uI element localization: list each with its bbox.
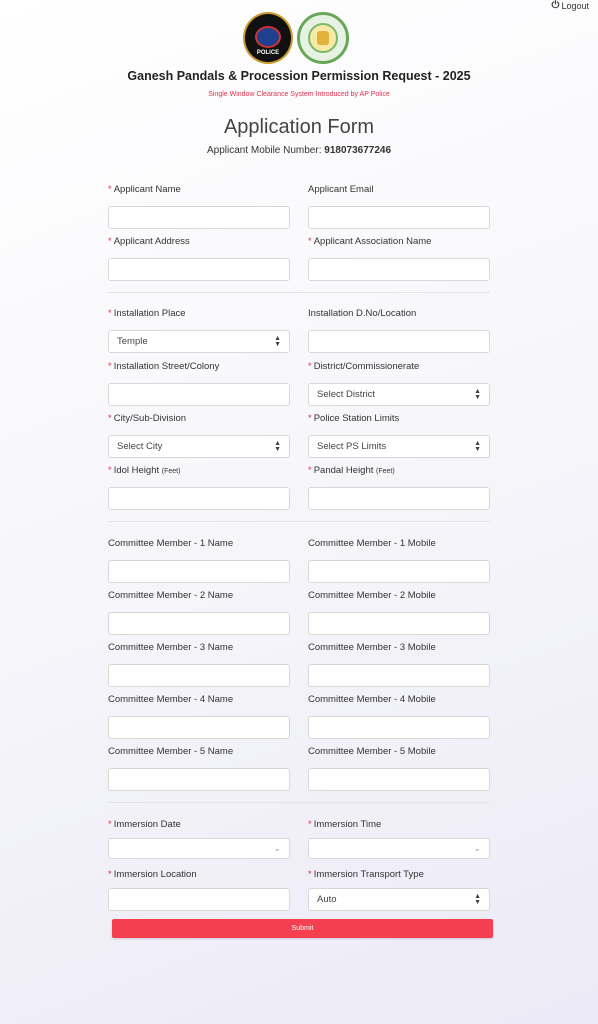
installation-place-field: * Installation Place Temple ▲ ▼ — [108, 307, 290, 353]
city-select[interactable]: Select City ▲ ▼ — [108, 435, 290, 458]
committee-member-1-mobile-field: Committee Member - 1 Mobile — [308, 537, 490, 583]
section-divider — [108, 802, 490, 803]
district-field: * District/Commissionerate Select District ▲ ▼ — [308, 360, 490, 406]
pandal-height-field: * Pandal Height (Feet) — [308, 464, 490, 510]
installation-street-field: * Installation Street/Colony — [108, 360, 290, 406]
installation-dno-input[interactable] — [308, 330, 490, 353]
page-title: Ganesh Pandals & Procession Permission Request - 2025 — [127, 69, 471, 83]
applicant-email-field: Applicant Email — [308, 183, 490, 229]
pandal-height-input[interactable] — [308, 487, 490, 510]
power-icon: ⏻ — [551, 0, 560, 11]
select-arrows-icon: ▲ ▼ — [474, 892, 481, 906]
committee-member-1-mobile-input[interactable] — [308, 560, 490, 583]
committee-member-1-name-input[interactable] — [108, 560, 290, 583]
immersion-time-field: * Immersion Time ⌄ — [308, 818, 490, 859]
applicant-name-field: * Applicant Name — [108, 183, 290, 229]
immersion-date-field: * Immersion Date ⌄ — [108, 818, 290, 859]
installation-street-input[interactable] — [108, 383, 290, 406]
chevron-down-icon: ⌄ — [273, 843, 281, 853]
select-arrows-icon: ▲ ▼ — [274, 439, 281, 453]
select-arrows-icon: ▲ ▼ — [474, 387, 481, 401]
district-select[interactable]: Select District ▲ ▼ — [308, 383, 490, 406]
committee-member-5-name-field: Committee Member - 5 Name — [108, 745, 290, 791]
select-arrows-icon: ▲ ▼ — [274, 334, 281, 348]
applicant-mobile: Applicant Mobile Number: 918073677246 — [206, 145, 392, 156]
page-subtitle: Single Window Clearance System Introduced by AP Police — [208, 91, 390, 98]
city-field: * City/Sub-Division Select City ▲ ▼ — [108, 412, 290, 458]
immersion-location-field: * Immersion Location — [108, 868, 290, 911]
ps-limits-select[interactable]: Select PS Limits ▲ ▼ — [308, 435, 490, 458]
logout-link[interactable] — [552, 0, 589, 11]
ap-government-seal — [297, 12, 349, 64]
applicant-mobile-value: 918073677246 — [324, 145, 392, 156]
idol-height-field: * Idol Height (Feet) — [108, 464, 290, 510]
section-divider — [108, 521, 490, 522]
immersion-time-input[interactable] — [308, 838, 490, 859]
logout-label: Logout — [561, 0, 589, 11]
immersion-transport-field: * Immersion Transport Type Auto ▲ ▼ — [308, 868, 490, 911]
committee-member-3-mobile-field: Committee Member - 3 Mobile — [308, 641, 490, 687]
committee-member-4-mobile-field: Committee Member - 4 Mobile — [308, 693, 490, 739]
section-divider — [108, 292, 490, 293]
applicant-association-field: * Applicant Association Name — [308, 235, 490, 281]
committee-member-2-mobile-field: Committee Member - 2 Mobile — [308, 589, 490, 635]
committee-member-1-name-field: Committee Member - 1 Name — [108, 537, 290, 583]
committee-member-5-mobile-field: Committee Member - 5 Mobile — [308, 745, 490, 791]
select-arrows-icon: ▲ ▼ — [474, 439, 481, 453]
committee-member-4-name-input[interactable] — [108, 716, 290, 739]
immersion-date-input[interactable] — [108, 838, 290, 859]
form-title: Application Form — [223, 116, 375, 138]
applicant-address-input[interactable] — [108, 258, 290, 281]
applicant-address-field: * Applicant Address — [108, 235, 290, 281]
ps-limits-field: * Police Station Limits Select PS Limits ▲ ▼ — [308, 412, 490, 458]
ap-police-logo: POLICE — [243, 12, 293, 64]
idol-height-input[interactable] — [108, 487, 290, 510]
committee-member-2-name-field: Committee Member - 2 Name — [108, 589, 290, 635]
applicant-association-input[interactable] — [308, 258, 490, 281]
committee-member-3-name-field: Committee Member - 3 Name — [108, 641, 290, 687]
submit-button[interactable]: Submit — [112, 919, 493, 938]
committee-member-2-name-input[interactable] — [108, 612, 290, 635]
applicant-email-input[interactable] — [308, 206, 490, 229]
immersion-transport-select[interactable]: Auto ▲ ▼ — [308, 888, 490, 911]
committee-member-5-mobile-input[interactable] — [308, 768, 490, 791]
chevron-down-icon: ⌄ — [473, 843, 481, 853]
header-logos — [243, 12, 349, 64]
installation-dno-field: Installation D.No/Location — [308, 307, 490, 353]
installation-place-select[interactable]: Temple ▲ ▼ — [108, 330, 290, 353]
applicant-name-input[interactable] — [108, 206, 290, 229]
immersion-location-input[interactable] — [108, 888, 290, 911]
committee-member-2-mobile-input[interactable] — [308, 612, 490, 635]
committee-member-4-mobile-input[interactable] — [308, 716, 490, 739]
committee-member-4-name-field: Committee Member - 4 Name — [108, 693, 290, 739]
committee-member-5-name-input[interactable] — [108, 768, 290, 791]
committee-member-3-mobile-input[interactable] — [308, 664, 490, 687]
committee-member-3-name-input[interactable] — [108, 664, 290, 687]
